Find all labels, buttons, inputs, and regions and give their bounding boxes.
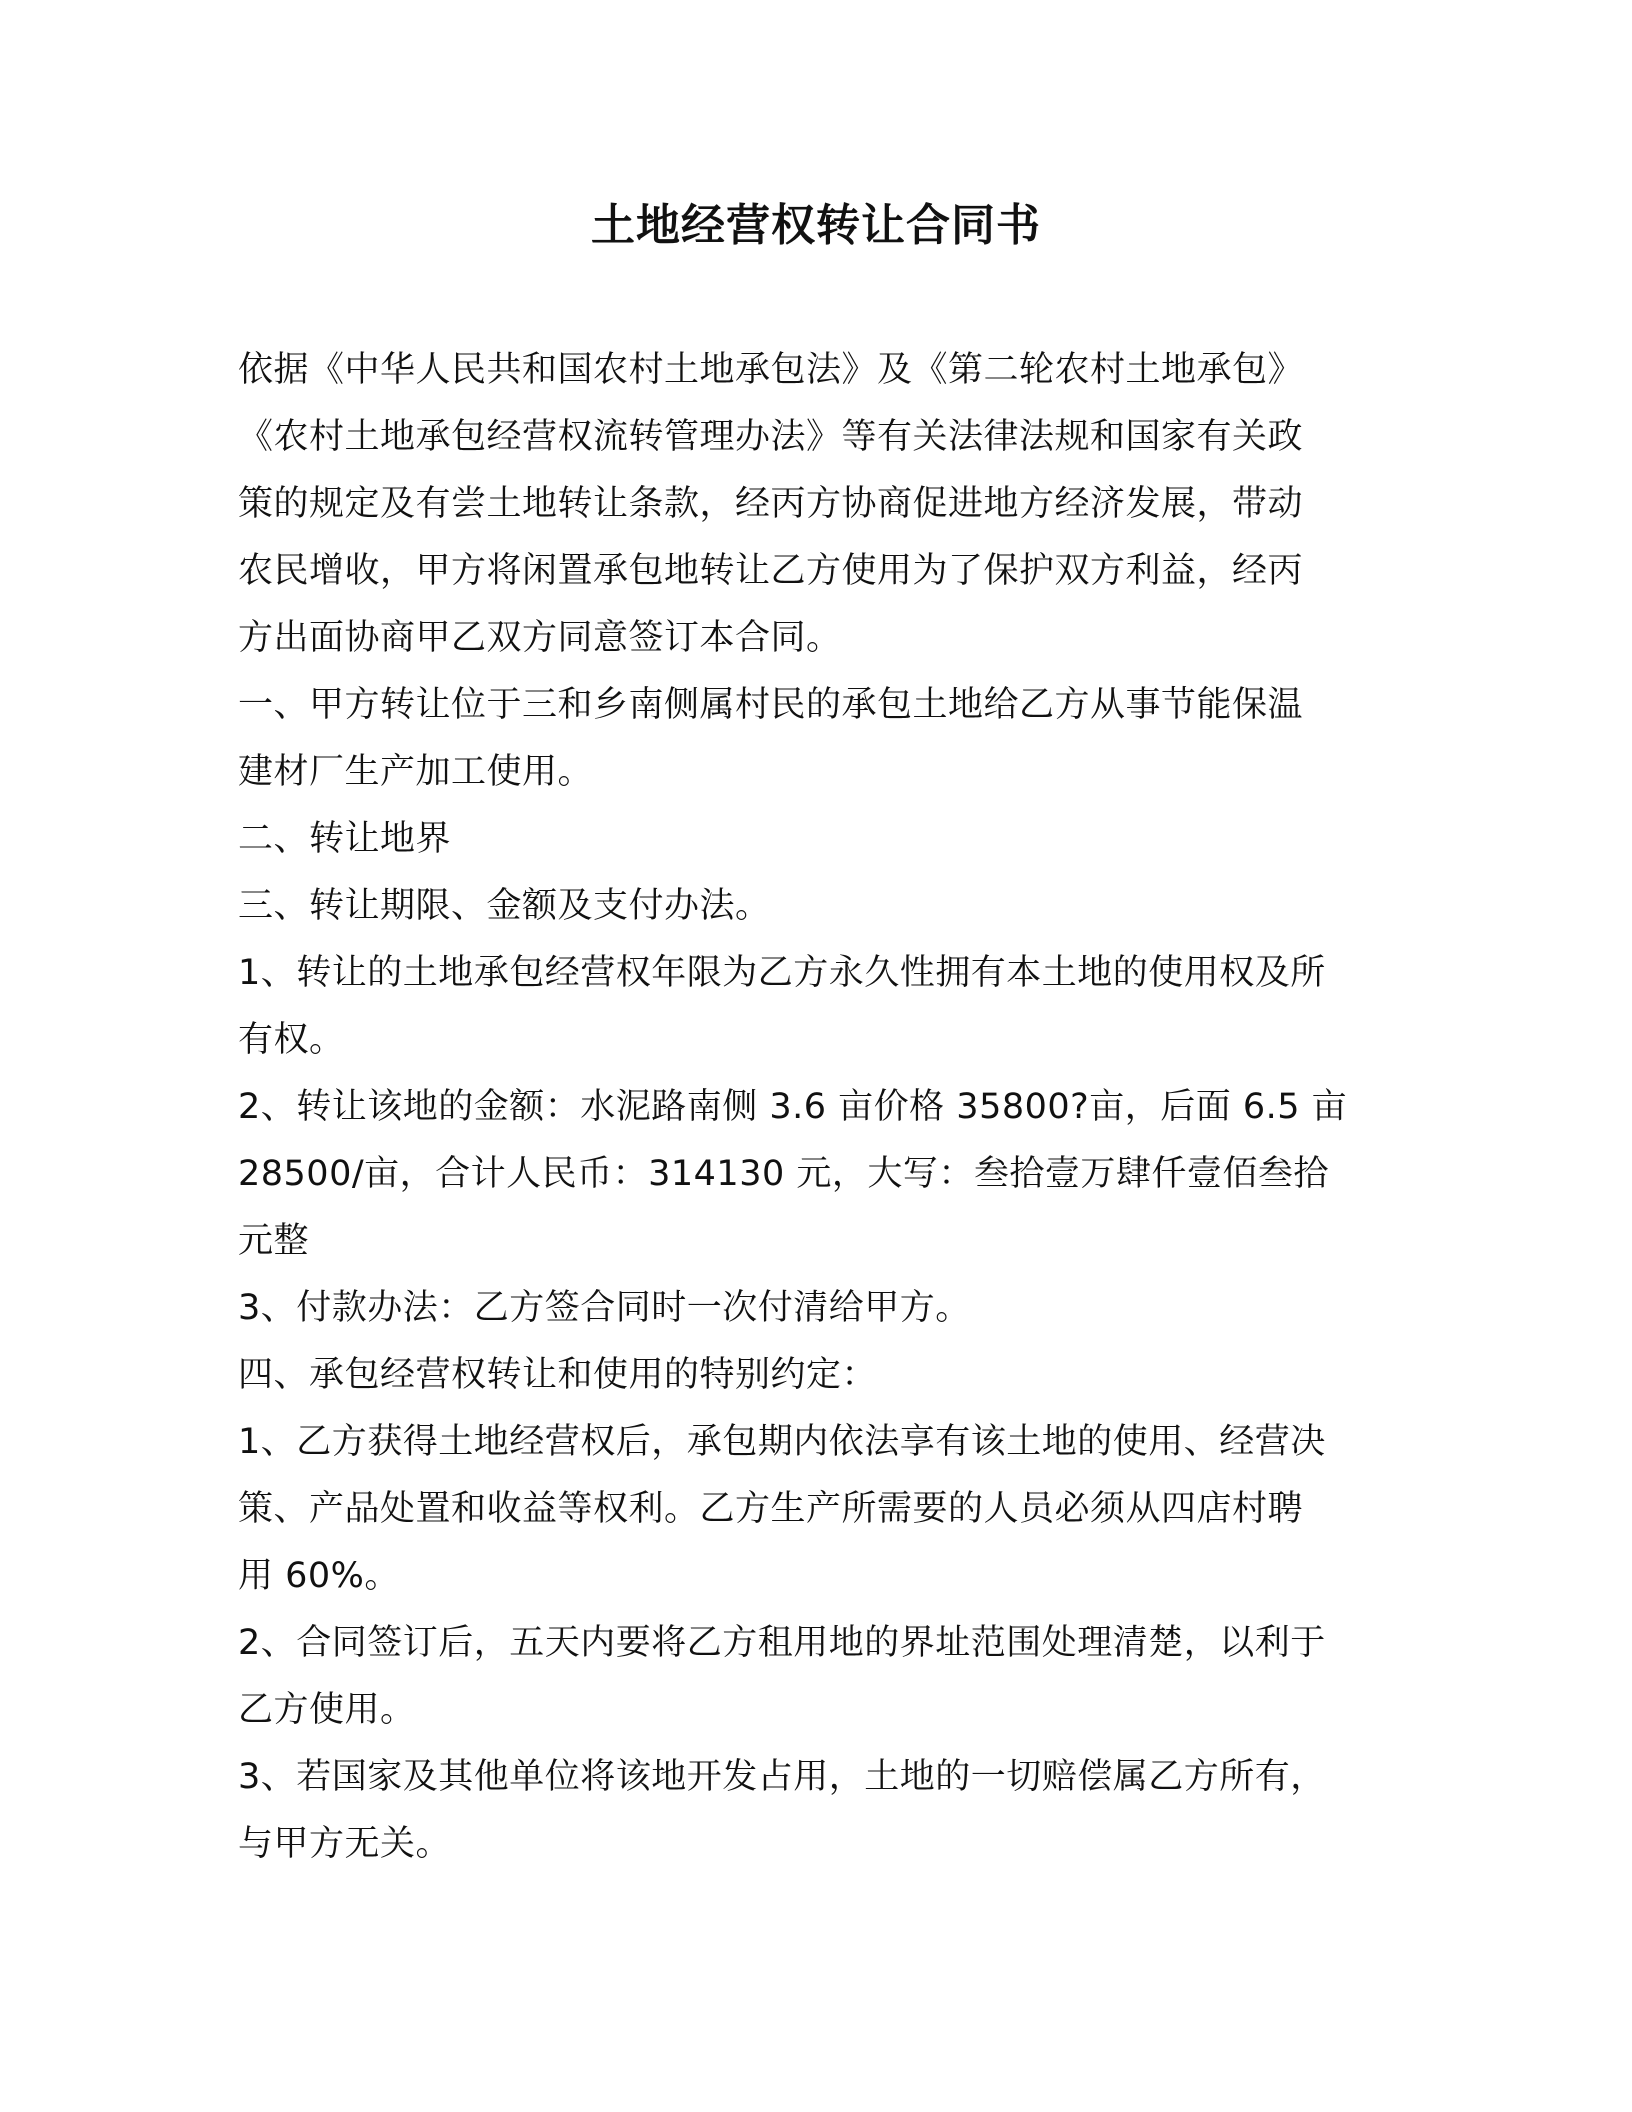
clause-line: 二、转让地界 <box>238 819 452 859</box>
clause-line: 与甲方无关。 <box>238 1824 452 1864</box>
clause-line: 乙方使用。 <box>238 1690 416 1730</box>
clause-line: 28500/亩，合计人民币：314130 元，大写：叁拾壹万肆仟壹佰叁拾 <box>238 1154 1329 1194</box>
clause-line: 1、乙方获得土地经营权后，承包期内依法享有该土地的使用、经营决 <box>238 1422 1326 1462</box>
clause-line: 2、转让该地的金额：水泥路南侧 3.6 亩价格 35800?亩，后面 6.5 亩 <box>238 1087 1348 1127</box>
clause-line: 策、产品处置和收益等权利。乙方生产所需要的人员必须从四店村聘 <box>238 1489 1304 1529</box>
clause-line: 3、若国家及其他单位将该地开发占用，土地的一切赔偿属乙方所有， <box>238 1757 1326 1797</box>
clause-line: 建材厂生产加工使用。 <box>238 752 594 792</box>
paragraph-line: 方出面协商甲乙双方同意签订本合同。 <box>238 618 842 658</box>
paragraph-line: 策的规定及有尝土地转让条款，经丙方协商促进地方经济发展，带动 <box>238 484 1304 524</box>
clause-line: 1、转让的土地承包经营权年限为乙方永久性拥有本土地的使用权及所 <box>238 953 1326 993</box>
paragraph-line: 《农村土地承包经营权流转管理办法》等有关法律法规和国家有关政 <box>238 417 1304 457</box>
clause-line: 用 60%。 <box>238 1556 400 1596</box>
paragraph-line: 农民增收，甲方将闲置承包地转让乙方使用为了保护双方利益，经丙 <box>238 551 1304 591</box>
document-body <box>238 337 1388 1878</box>
paragraph-line: 依据《中华人民共和国农村土地承包法》及《第二轮农村土地承包》 <box>238 350 1304 390</box>
document-title: 土地经营权转让合同书 <box>591 200 1041 251</box>
clause-line: 3、付款办法：乙方签合同时一次付清给甲方。 <box>238 1288 971 1328</box>
clause-line: 一、甲方转让位于三和乡南侧属村民的承包土地给乙方从事节能保温 <box>238 685 1304 725</box>
clause-line: 2、合同签订后，五天内要将乙方租用地的界址范围处理清楚，以利于 <box>238 1623 1326 1663</box>
clause-line: 四、承包经营权转让和使用的特别约定： <box>238 1355 878 1395</box>
clause-line: 有权。 <box>238 1020 345 1060</box>
clause-line: 三、转让期限、金额及支付办法。 <box>238 886 771 926</box>
clause-line: 元整 <box>238 1221 310 1261</box>
